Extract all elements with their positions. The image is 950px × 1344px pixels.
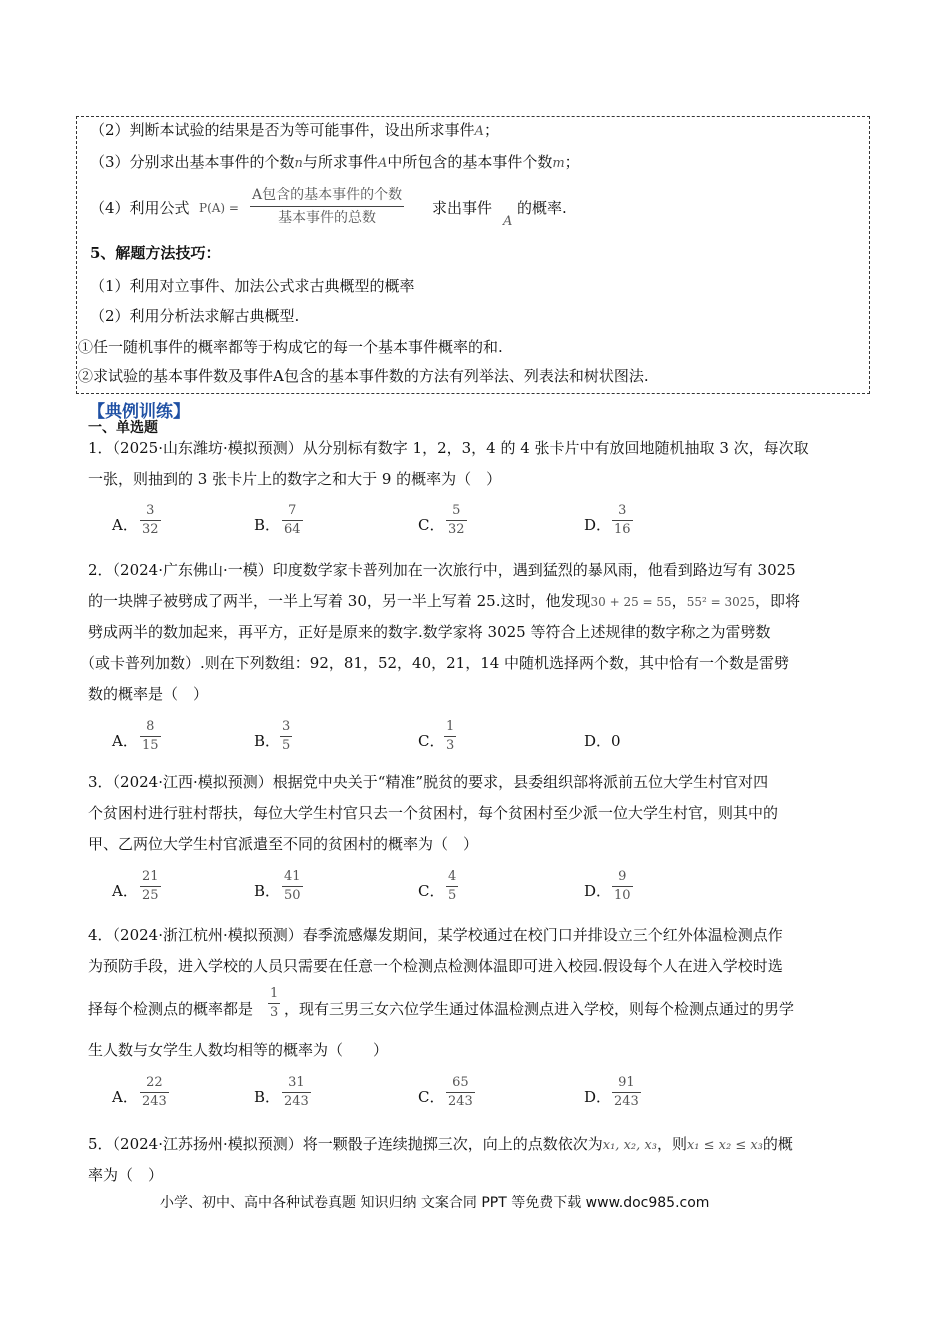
numerator: 21 <box>142 869 159 884</box>
q5-text-b: ，则 <box>656 1135 687 1153</box>
q3-opt-c-label: C． <box>418 882 445 900</box>
step4-text-c: 的概率. <box>517 199 567 217</box>
subsection-heading: 一、单选题 <box>88 420 158 436</box>
denominator: 16 <box>614 522 631 537</box>
fraction-bar <box>280 736 292 737</box>
sec5-title: 5、解题方法技巧： <box>90 244 221 262</box>
numerator: 9 <box>618 869 627 884</box>
denominator: 32 <box>142 522 159 537</box>
q3-opt-b-label: B． <box>254 882 281 900</box>
q5-vars: x₁, x₂, x₃ <box>602 1138 657 1153</box>
fraction-bar <box>612 886 633 887</box>
numerator: 91 <box>618 1075 635 1090</box>
fraction-denominator: 基本事件的总数 <box>278 210 377 226</box>
q3-opt-d-fraction <box>612 869 633 904</box>
q4-line3-text-a: 择每个检测点的概率都是 <box>88 1000 254 1018</box>
q2-line2 <box>88 591 800 612</box>
q2-opt-c-label: C． <box>418 732 445 750</box>
q3-line1: 3．（2024·江西·模拟预测）根据党中央关于“精准”脱贫的要求，县委组织部将派前五位大学生村官对四 <box>88 773 769 791</box>
fraction-bar <box>140 520 161 521</box>
numerator: 5 <box>452 503 461 518</box>
step4-var-a: A <box>503 214 513 229</box>
numerator: 31 <box>288 1075 305 1090</box>
numerator: 3 <box>282 719 291 734</box>
q2-opt-d-letter: D． <box>584 732 612 750</box>
q5-line1 <box>88 1134 793 1156</box>
q1-line1: 1．（2025·山东潍坊·模拟预测）从分别标有数字 1，2，3，4 的 4 张卡片中有放回地随机抽取 3 次，每次取 <box>88 439 809 457</box>
step3-end: ； <box>564 153 580 171</box>
q3-opt-d-label: D． <box>584 882 612 900</box>
fraction-bar <box>446 1092 475 1093</box>
q2-line1: 2．（2024·广东佛山·一模）印度数学家卡普列加在一次旅行中，遇到猛烈的暴风雨，他看到路边写有 3025 <box>88 561 796 579</box>
q4-opt-c-label: C． <box>418 1088 445 1106</box>
numerator: 8 <box>146 719 155 734</box>
step2-var: A <box>474 124 484 139</box>
fraction-bar <box>140 736 161 737</box>
fraction-bar <box>444 736 456 737</box>
step3-line <box>90 152 580 174</box>
q5-text-c: 的概 <box>762 1135 793 1153</box>
fraction-bar <box>612 520 633 521</box>
q2-line2-sep: ， <box>671 592 687 610</box>
fraction-bar <box>140 1092 169 1093</box>
numerator: 22 <box>146 1075 163 1090</box>
q1-line2: 一张，则抽到的 3 张卡片上的数字之和大于 9 的概率为（ ） <box>88 470 502 488</box>
q4-line1: 4．（2024·浙江杭州·模拟预测）春季流感爆发期间，某学校通过在校门口并排设立三个红外体温检测点作 <box>88 926 783 944</box>
section-heading: 【典例训练】 <box>88 402 190 422</box>
q3-opt-b-fraction <box>282 869 303 904</box>
step3-var-m: m <box>552 156 565 171</box>
numerator: 7 <box>288 503 297 518</box>
fraction-bar <box>282 886 303 887</box>
tip3: ①任一随机事件的概率都等于构成它的每一个基本事件概率的和. <box>78 338 503 356</box>
q2-opt-c-fraction <box>444 719 456 754</box>
numerator: 65 <box>452 1075 469 1090</box>
q3-opt-a-fraction <box>140 869 161 904</box>
q1-opt-b-label: B． <box>254 516 281 534</box>
q2-opt-d-value: 0 <box>611 732 621 750</box>
tip4: ②求试验的基本事件数及事件A包含的基本事件数的方法有列举法、列表法和树状图法. <box>78 367 649 385</box>
step3-text-b: 与所求事件 <box>302 153 378 171</box>
step4-fraction <box>250 185 404 228</box>
fraction-numerator: A包含的基本事件的个数 <box>252 187 403 203</box>
denominator: 3 <box>270 1005 279 1020</box>
step2-text: （2）判断本试验的结果是否为等可能事件，设出所求事件 <box>90 121 475 139</box>
q4-opt-b-fraction <box>282 1075 311 1110</box>
q1-opt-d-label: D． <box>584 516 612 534</box>
q4-fraction-one-third <box>268 986 280 1021</box>
denominator: 243 <box>142 1094 167 1109</box>
step3-text-c: 中所包含的基本事件个数 <box>387 153 553 171</box>
fraction-bar <box>250 206 404 207</box>
numerator: 3 <box>618 503 627 518</box>
step3-var-n: n <box>294 156 303 171</box>
q2-opt-a-fraction <box>140 719 161 754</box>
q4-line2: 为预防手段，进入学校的人员只需要在任意一个检测点检测体温即可进入校园.假设每个人在进入学校时选 <box>88 957 783 975</box>
q5-text-a: 5．（2024·江苏扬州·模拟预测）将一颗骰子连续抛掷三次，向上的点数依次为 <box>88 1135 603 1153</box>
q5-line2: 率为（ ） <box>88 1166 164 1184</box>
step4-text-b: 求出事件 <box>432 199 493 217</box>
q4-opt-b-label: B． <box>254 1088 281 1106</box>
q3-opt-a-label: A． <box>112 882 138 900</box>
fraction-bar <box>446 886 458 887</box>
q4-opt-c-fraction <box>446 1075 475 1110</box>
q2-line5: 数的概率是（ ） <box>88 685 209 703</box>
denominator: 64 <box>284 522 301 537</box>
q4-line4: 生人数与女学生人数均相等的概率为（ ） <box>88 1041 389 1059</box>
denominator: 243 <box>448 1094 473 1109</box>
q4-opt-d-fraction <box>612 1075 641 1110</box>
footer-text: 小学、初中、高中各种试卷真题 知识归纳 文案合同 PPT 等免费下载 www.doc985.com <box>160 1195 710 1211</box>
q1-opt-c-label: C． <box>418 516 445 534</box>
q1-opt-c-fraction <box>446 503 467 538</box>
q2-opt-b-label: B． <box>254 732 281 750</box>
denominator: 15 <box>142 738 159 753</box>
q2-opt-d-label <box>584 730 621 751</box>
numerator: 1 <box>446 719 455 734</box>
q3-line3: 甲、乙两位大学生村官派遣至不同的贫困村的概率为（ ） <box>88 835 479 853</box>
q4-opt-a-fraction <box>140 1075 169 1110</box>
denominator: 10 <box>614 888 631 903</box>
fraction-bar <box>140 886 161 887</box>
fraction-bar <box>282 1092 311 1093</box>
q2-line4: （或卡普列加数）.则在下列数组：92，81，52，40，21，14 中随机选择两个数，其中恰有一个数是雷劈 <box>80 654 790 672</box>
fraction-bar <box>612 1092 641 1093</box>
tip2: （2）利用分析法求解古典概型. <box>90 307 300 325</box>
denominator: 5 <box>282 738 291 753</box>
denominator: 25 <box>142 888 159 903</box>
q4-opt-d-label: D． <box>584 1088 612 1106</box>
q4-line3-text-b: ，现有三男三女六位学生通过体温检测点进入学校，则每个检测点通过的男学 <box>284 1000 795 1018</box>
q5-inequality: x₁ ≤ x₂ ≤ x₃ <box>686 1138 763 1153</box>
fraction-bar <box>446 520 467 521</box>
q4-opt-a-label: A． <box>112 1088 138 1106</box>
q1-opt-a-label: A． <box>112 516 138 534</box>
denominator: 32 <box>448 522 465 537</box>
numerator: 41 <box>284 869 301 884</box>
denominator: 5 <box>448 888 457 903</box>
step3-text-a: （3）分别求出基本事件的个数 <box>90 153 295 171</box>
fraction-bar <box>268 1003 280 1004</box>
q2-opt-a-label: A． <box>112 732 138 750</box>
q1-opt-a-fraction <box>140 503 161 538</box>
q2-formula-sum: 30 + 25 = 55 <box>590 595 672 609</box>
step3-var-a: A <box>377 156 388 171</box>
denominator: 243 <box>614 1094 639 1109</box>
step2-line <box>90 120 499 142</box>
q2-formula-square: 55² = 3025 <box>686 595 755 609</box>
denominator: 3 <box>446 738 455 753</box>
step4-text-a: （4）利用公式 <box>90 199 190 217</box>
q2-line2-text-a: 的一块牌子被劈成了两半，一半上写着 30，另一半上写着 25.这时，他发现 <box>88 592 591 610</box>
q1-opt-d-fraction <box>612 503 633 538</box>
q2-line2-text-b: ，即将 <box>755 592 801 610</box>
q3-opt-c-fraction <box>446 869 458 904</box>
tip1: （1）利用对立事件、加法公式求古典概型的概率 <box>90 277 415 295</box>
denominator: 50 <box>284 888 301 903</box>
q2-opt-b-fraction <box>280 719 292 754</box>
step4-formula-lhs: P(A) = <box>199 201 239 215</box>
numerator: 4 <box>448 869 457 884</box>
numerator: 1 <box>270 986 279 1001</box>
denominator: 243 <box>284 1094 309 1109</box>
q2-line3: 劈成两半的数加起来，再平方，正好是原来的数字.数学家将 3025 等符合上述规律的数字称之为雷劈数 <box>88 623 771 641</box>
q3-line2: 个贫困村进行驻村帮扶，每位大学生村官只去一个贫困村，每个贫困村至少派一位大学生村官，则其中的 <box>88 804 779 822</box>
numerator: 3 <box>146 503 155 518</box>
fraction-bar <box>282 520 303 521</box>
step2-end: ； <box>483 121 499 139</box>
q1-opt-b-fraction <box>282 503 303 538</box>
